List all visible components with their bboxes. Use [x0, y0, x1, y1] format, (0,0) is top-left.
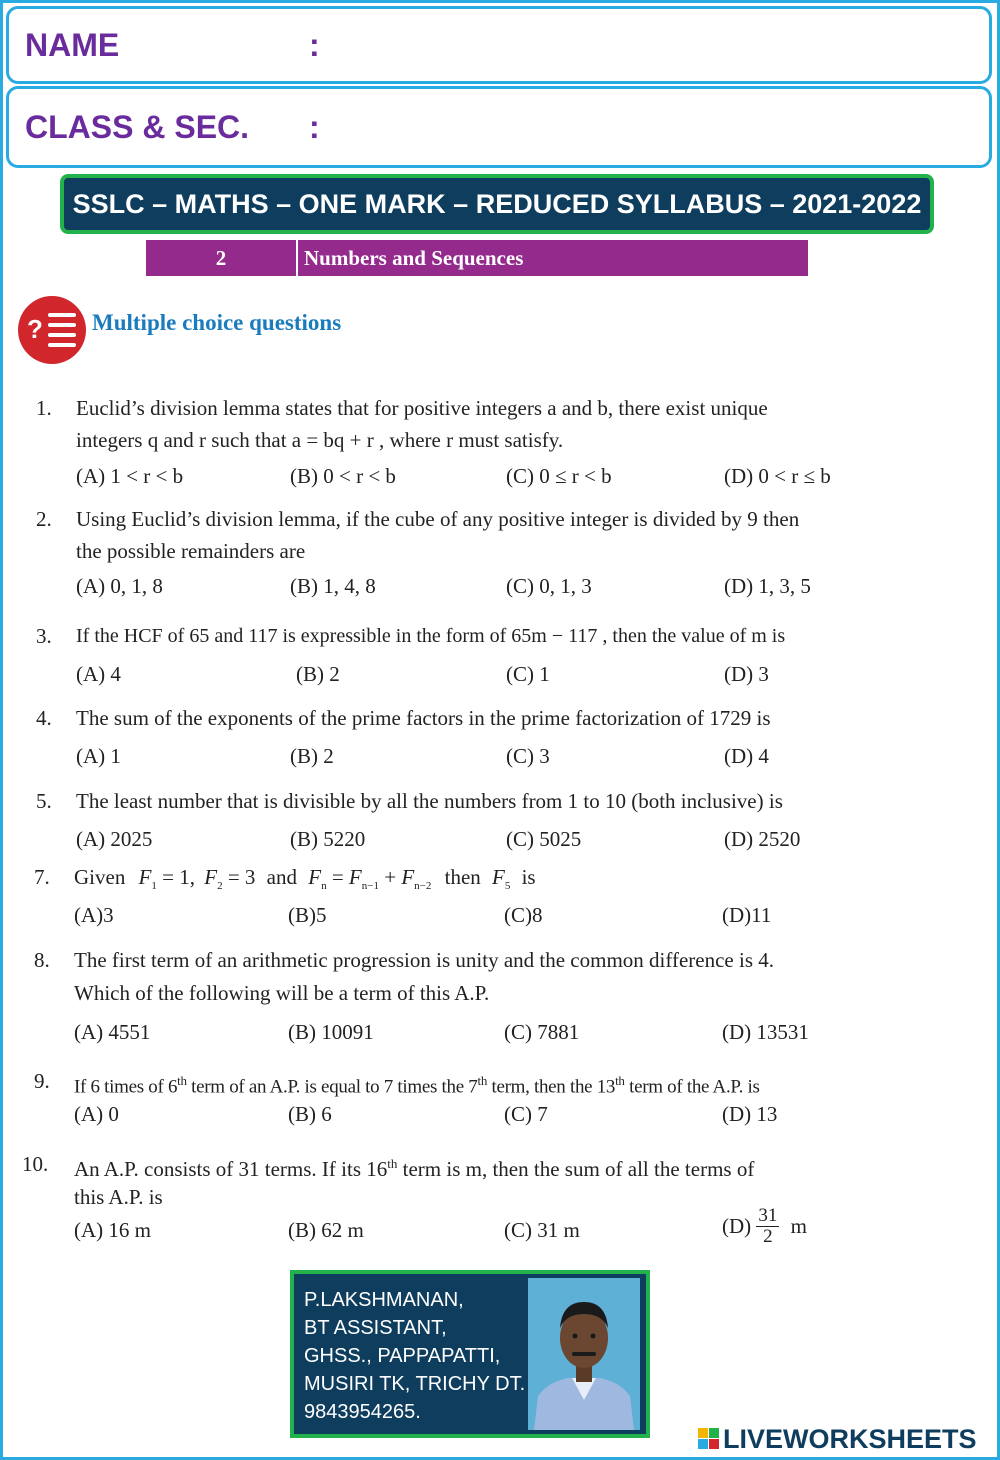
section-heading: Multiple choice questions — [92, 310, 342, 335]
question-text: integers q and r such that a = bq + r , where r must satisfy. — [76, 428, 564, 452]
teacher-name: P.LAKSHMANAN, — [304, 1289, 464, 1311]
option-c[interactable]: (C)8 — [504, 903, 543, 927]
option-d[interactable]: (D) 1, 3, 5 — [724, 574, 811, 598]
option-c[interactable]: (C) 0 ≤ r < b — [506, 464, 612, 488]
class-label: CLASS & SEC. — [25, 109, 250, 145]
teacher-phone: 9843954265. — [304, 1401, 421, 1423]
option-a[interactable]: (A) 0, 1, 8 — [76, 574, 163, 598]
question-text: The sum of the exponents of the prime factors in the prime factorization of 1729 is — [76, 706, 771, 730]
name-field[interactable] — [6, 6, 992, 84]
option-a[interactable]: (A)3 — [74, 903, 114, 927]
option-b[interactable]: (B) 10091 — [288, 1020, 374, 1044]
option-d[interactable]: (D) 2520 — [724, 827, 801, 851]
option-a[interactable]: (A) 0 — [74, 1102, 119, 1126]
question-text: Given $F_1 = 1$, $F_2 = 3$ and $F_n = F_{n-1} + F_{n-2}$ then $F_5$ is — [74, 865, 536, 893]
option-d[interactable]: (D) $\frac{31}{2}$ m — [722, 1205, 807, 1247]
question-text: Euclid’s division lemma states that for positive integers a and b, there exist unique — [76, 396, 768, 420]
teacher-card — [290, 1270, 650, 1438]
question-text: this A.P. is — [74, 1185, 163, 1209]
question-number: 5. — [36, 789, 52, 813]
liveworksheets-icon — [698, 1428, 720, 1450]
option-b[interactable]: (B) 1, 4, 8 — [290, 574, 376, 598]
question-text: If the HCF of 65 and 117 is expressible in the form of 65m − 117 , then the value of m is — [76, 625, 786, 647]
option-a[interactable]: (A) 1 — [76, 744, 121, 768]
option-c[interactable]: (C) 7881 — [504, 1020, 580, 1044]
question-number: 3. — [36, 624, 52, 648]
option-d[interactable]: (D) 13 — [722, 1102, 778, 1126]
question-number: 4. — [36, 706, 52, 730]
question-text: An A.P. consists of 31 terms. If its 16th term is m, then the sum of all the terms of — [74, 1156, 755, 1181]
option-b[interactable]: (B) 5220 — [290, 827, 366, 851]
question-number: 2. — [36, 507, 52, 531]
question-text: If 6 times of 6th term of an A.P. is equal to 7 times the 7th term, then the 13th term of the A.P. is — [74, 1073, 760, 1098]
question-number: 10. — [22, 1152, 49, 1176]
option-c[interactable]: (C) 31 m — [504, 1218, 580, 1242]
option-a[interactable]: (A) 16 m — [74, 1218, 151, 1242]
chapter-number: 2 — [146, 240, 298, 276]
option-a[interactable]: (A) 4 — [76, 662, 121, 686]
teacher-photo — [528, 1278, 640, 1430]
question-number: 1. — [36, 396, 52, 420]
class-colon: : — [309, 109, 320, 145]
option-b[interactable]: (B) 2 — [296, 662, 340, 686]
worksheet-title: SSLC – MATHS – ONE MARK – REDUCED SYLLABUS – 2021-2022 — [60, 174, 934, 234]
question-text: Using Euclid’s division lemma, if the cube of any positive integer is divided by 9 then — [76, 507, 800, 531]
question-text: the possible remainders are — [76, 539, 306, 563]
teacher-location: MUSIRI TK, TRICHY DT. — [304, 1373, 526, 1395]
option-b[interactable]: (B)5 — [288, 903, 327, 927]
question-text: Which of the following will be a term of this A.P. — [74, 981, 490, 1005]
mcq-list-icon — [18, 296, 86, 364]
option-c[interactable]: (C) 3 — [506, 744, 550, 768]
question-number: 8. — [34, 948, 50, 972]
option-d[interactable]: (D) 3 — [724, 662, 769, 686]
option-a[interactable]: (A) 1 < r < b — [76, 464, 184, 488]
option-d[interactable]: (D) 0 < r ≤ b — [724, 464, 831, 488]
option-c[interactable]: (C) 0, 1, 3 — [506, 574, 592, 598]
name-label: NAME — [25, 27, 120, 63]
question-text: The first term of an arithmetic progression is unity and the common difference is 4. — [74, 948, 775, 972]
chapter-bar — [146, 240, 808, 276]
option-a[interactable]: (A) 2025 — [76, 827, 153, 851]
option-c[interactable]: (C) 7 — [504, 1102, 548, 1126]
question-mark-icon: ? — [27, 314, 43, 344]
chapter-name: Numbers and Sequences — [304, 246, 524, 270]
option-b[interactable]: (B) 0 < r < b — [290, 464, 396, 488]
name-colon: : — [309, 27, 320, 63]
option-b[interactable]: (B) 62 m — [288, 1218, 364, 1242]
option-c[interactable]: (C) 5025 — [506, 827, 582, 851]
option-d[interactable]: (D)11 — [722, 903, 772, 927]
liveworksheets-logo: LIVEWORKSHEETS — [698, 1424, 977, 1455]
question-text: The least number that is divisible by all the numbers from 1 to 10 (both inclusive) is — [76, 789, 783, 813]
option-b[interactable]: (B) 6 — [288, 1102, 332, 1126]
option-b[interactable]: (B) 2 — [290, 744, 334, 768]
fraction: $\frac{31}{2}$ — [758, 1205, 778, 1247]
teacher-designation: BT ASSISTANT, — [304, 1317, 447, 1339]
question-number: 7. — [34, 865, 50, 889]
option-a[interactable]: (A) 4551 — [74, 1020, 151, 1044]
option-c[interactable]: (C) 1 — [506, 662, 550, 686]
question-number: 9. — [34, 1069, 50, 1093]
class-section-field[interactable] — [6, 86, 992, 168]
option-d[interactable]: (D) 4 — [724, 744, 769, 768]
option-d[interactable]: (D) 13531 — [722, 1020, 809, 1044]
teacher-school: GHSS., PAPPAPATTI, — [304, 1345, 501, 1367]
teacher-info — [304, 1286, 525, 1426]
